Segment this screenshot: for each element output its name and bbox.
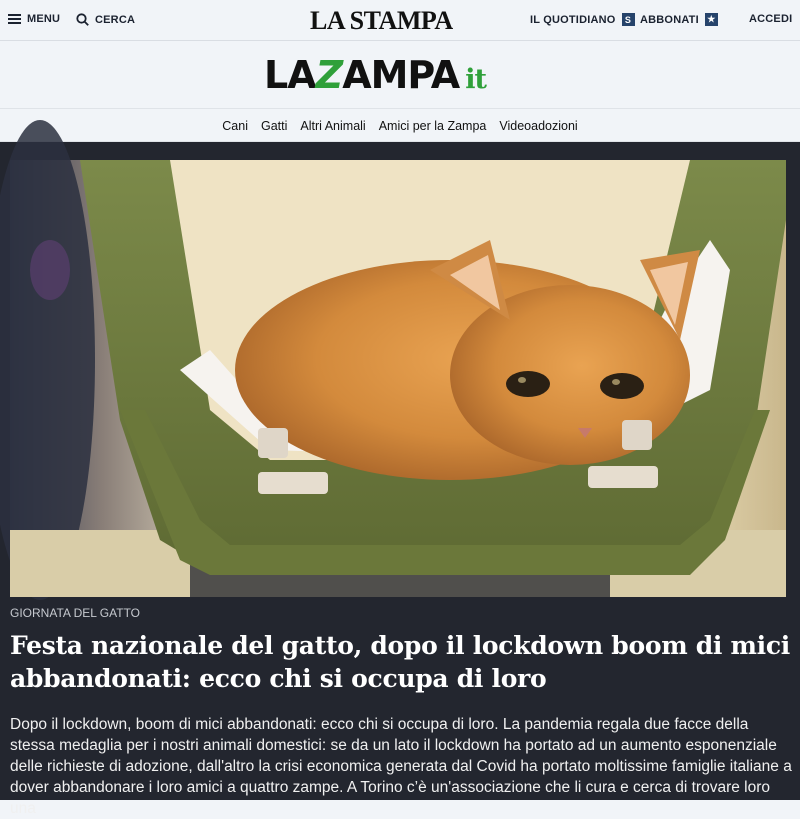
logo-part-la: LA: [264, 53, 316, 97]
abbonati-link[interactable]: [640, 13, 718, 26]
il-quotidiano-link[interactable]: [530, 13, 635, 26]
star-icon: ★: [705, 13, 718, 26]
la-stampa-logo[interactable]: LA STAMPA: [310, 6, 453, 35]
hamburger-icon: [8, 14, 21, 24]
article-kicker: GIORNATA DEL GATTO: [10, 606, 141, 620]
logo-suffix-it: it: [465, 64, 486, 95]
nav-item-cani[interactable]: Cani: [222, 118, 248, 133]
nav-item-amici-per-la-zampa[interactable]: Amici per la Zampa: [378, 118, 487, 133]
abbonati-label: ABBONATI: [640, 13, 699, 26]
featured-article: [0, 142, 800, 817]
la-zampa-logo[interactable]: [264, 53, 486, 97]
article-summary: Dopo il lockdown, boom di mici abbandonati: ecco chi si occupa di loro. La pandemia regala due facce della stessa medaglia per i nostri animali domestici: se da un lato il lockdown ha portato ad un aumento esponenziale delle richieste di adozione, dall'altro la crisi economica generata dal Covid ha portato moltissime famiglie italiane a dover abbandonare i loro amici a quattro zampe. A Torino c’è un'associazione che li cura e cerca di trovare loro una: [10, 716, 792, 817]
section-nav: [0, 110, 800, 142]
nav-item-gatti[interactable]: Gatti: [261, 118, 288, 133]
search-label: CERCA: [95, 13, 136, 26]
section-header: [0, 41, 800, 109]
accedi-link[interactable]: ACCEDI: [749, 13, 793, 25]
article-hero-image[interactable]: [10, 160, 786, 597]
top-bar: [0, 0, 800, 41]
logo-part-z: Z: [315, 53, 343, 97]
nav-item-videoadozioni[interactable]: Videoadozioni: [499, 118, 578, 133]
menu-label: MENU: [27, 13, 61, 25]
newspaper-icon: S: [622, 13, 635, 26]
menu-button[interactable]: [8, 13, 60, 25]
search-icon: [76, 13, 89, 26]
article-headline[interactable]: Festa nazionale del gatto, dopo il lockdown boom di mici abbandonati: ecco chi si occupa di loro: [10, 631, 791, 693]
cat-in-carrier-image: [10, 160, 786, 597]
il-quotidiano-label: IL QUOTIDIANO: [530, 13, 616, 26]
search-button[interactable]: [76, 13, 135, 26]
logo-part-ampa: AMPA: [342, 53, 460, 97]
nav-item-altri-animali[interactable]: Altri Animali: [300, 118, 366, 133]
